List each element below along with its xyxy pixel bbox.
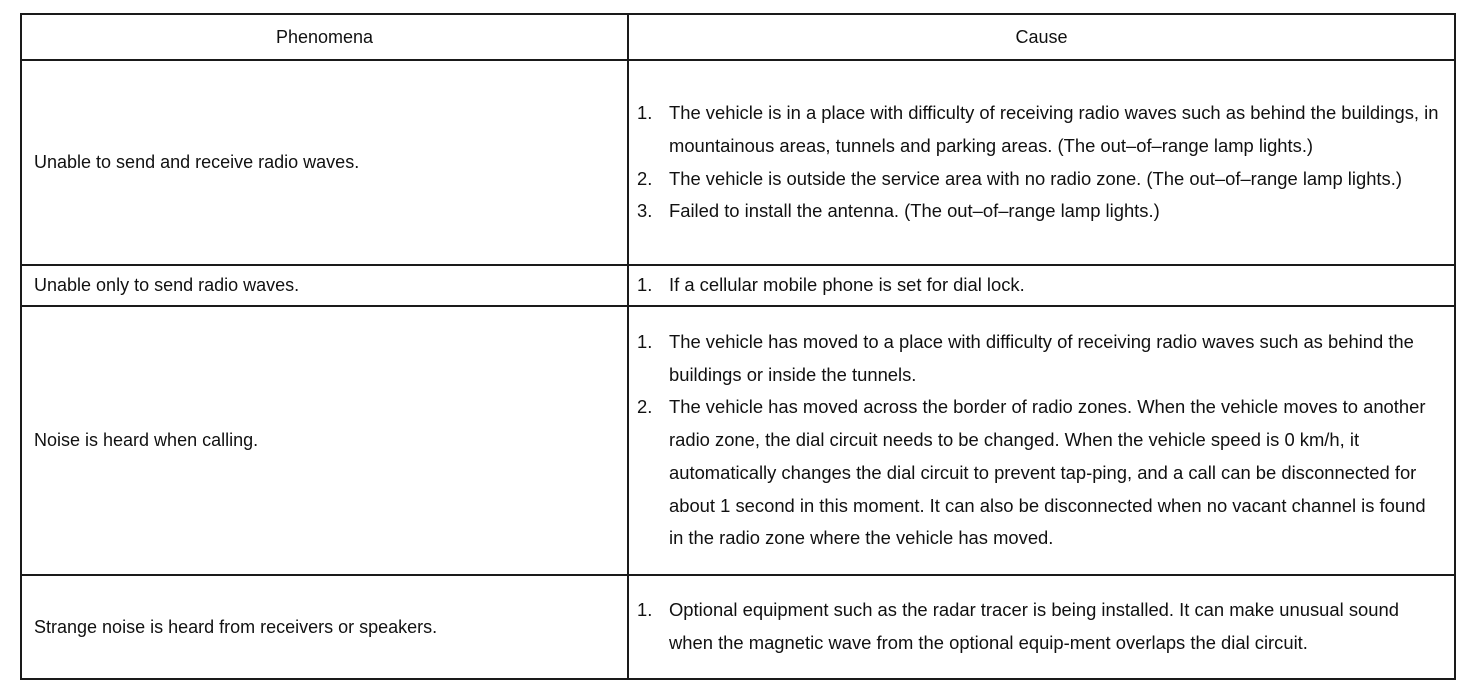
table-row: [21, 60, 1455, 265]
cause-number: 2.: [637, 167, 653, 189]
cause-list: [637, 326, 1444, 556]
table-row: [21, 265, 1455, 306]
cause-text: The vehicle has moved across the border of radio zones. When the vehicle moves to another radio zone, the dial circuit needs to be changed. When the vehicle speed is 0 km/h, it automatically changes the dial circuit to prevent tap-ping, and a call can be disconnected for about 1 second in this moment. It can also be disconnected when no vacant channel is found in the radio zone where the vehicle has moved.: [669, 396, 1426, 549]
cause-item: [637, 326, 1444, 392]
cause-cell: [628, 575, 1455, 679]
cause-item: [637, 269, 1444, 302]
cause-item: [637, 97, 1444, 163]
cause-number: 1.: [637, 274, 653, 296]
cause-item: [637, 195, 1444, 228]
cause-list: [637, 594, 1444, 660]
cause-number: 2.: [637, 396, 653, 418]
cause-text: If a cellular mobile phone is set for dial lock.: [669, 274, 1025, 296]
cause-cell: [628, 306, 1455, 575]
cause-text: Failed to install the antenna. (The out–of–range lamp lights.): [669, 200, 1160, 222]
cause-text: The vehicle is outside the service area with no radio zone. (The out–of–range lamp lights.): [669, 167, 1402, 189]
cause-list: [637, 269, 1444, 302]
cause-text: The vehicle is in a place with difficulty of receiving radio waves such as behind the buildings, in mountainous areas, tunnels and parking areas. (The out–of–range lamp lights.): [669, 101, 1439, 156]
cause-number: 3.: [637, 200, 653, 222]
phenomenon-cell: Noise is heard when calling.: [21, 306, 628, 575]
cause-cell: [628, 265, 1455, 306]
cause-text: The vehicle has moved to a place with difficulty of receiving radio waves such as behind the buildings or inside the tunnels.: [669, 330, 1414, 385]
phenomenon-cell: Strange noise is heard from receivers or speakers.: [21, 575, 628, 679]
cause-text: Optional equipment such as the radar tracer is being installed. It can make unusual sound when the magnetic wave from the optional equip-ment overlaps the dial circuit.: [669, 599, 1399, 653]
cause-number: 1.: [637, 330, 653, 352]
phenomenon-cell: Unable to send and receive radio waves.: [21, 60, 628, 265]
header-row: [21, 14, 1455, 60]
cause-item: [637, 391, 1444, 555]
header-phenomena: Phenomena: [21, 14, 628, 60]
cause-number: 1.: [637, 599, 653, 621]
cause-list: [637, 97, 1444, 228]
phenomenon-cell: Unable only to send radio waves.: [21, 265, 628, 306]
troubleshooting-table: [20, 13, 1456, 680]
table-row: [21, 306, 1455, 575]
cause-item: [637, 594, 1444, 660]
table-row: [21, 575, 1455, 679]
cause-item: [637, 163, 1444, 196]
cause-number: 1.: [637, 101, 653, 123]
header-cause: Cause: [628, 14, 1455, 60]
cause-cell: [628, 60, 1455, 265]
